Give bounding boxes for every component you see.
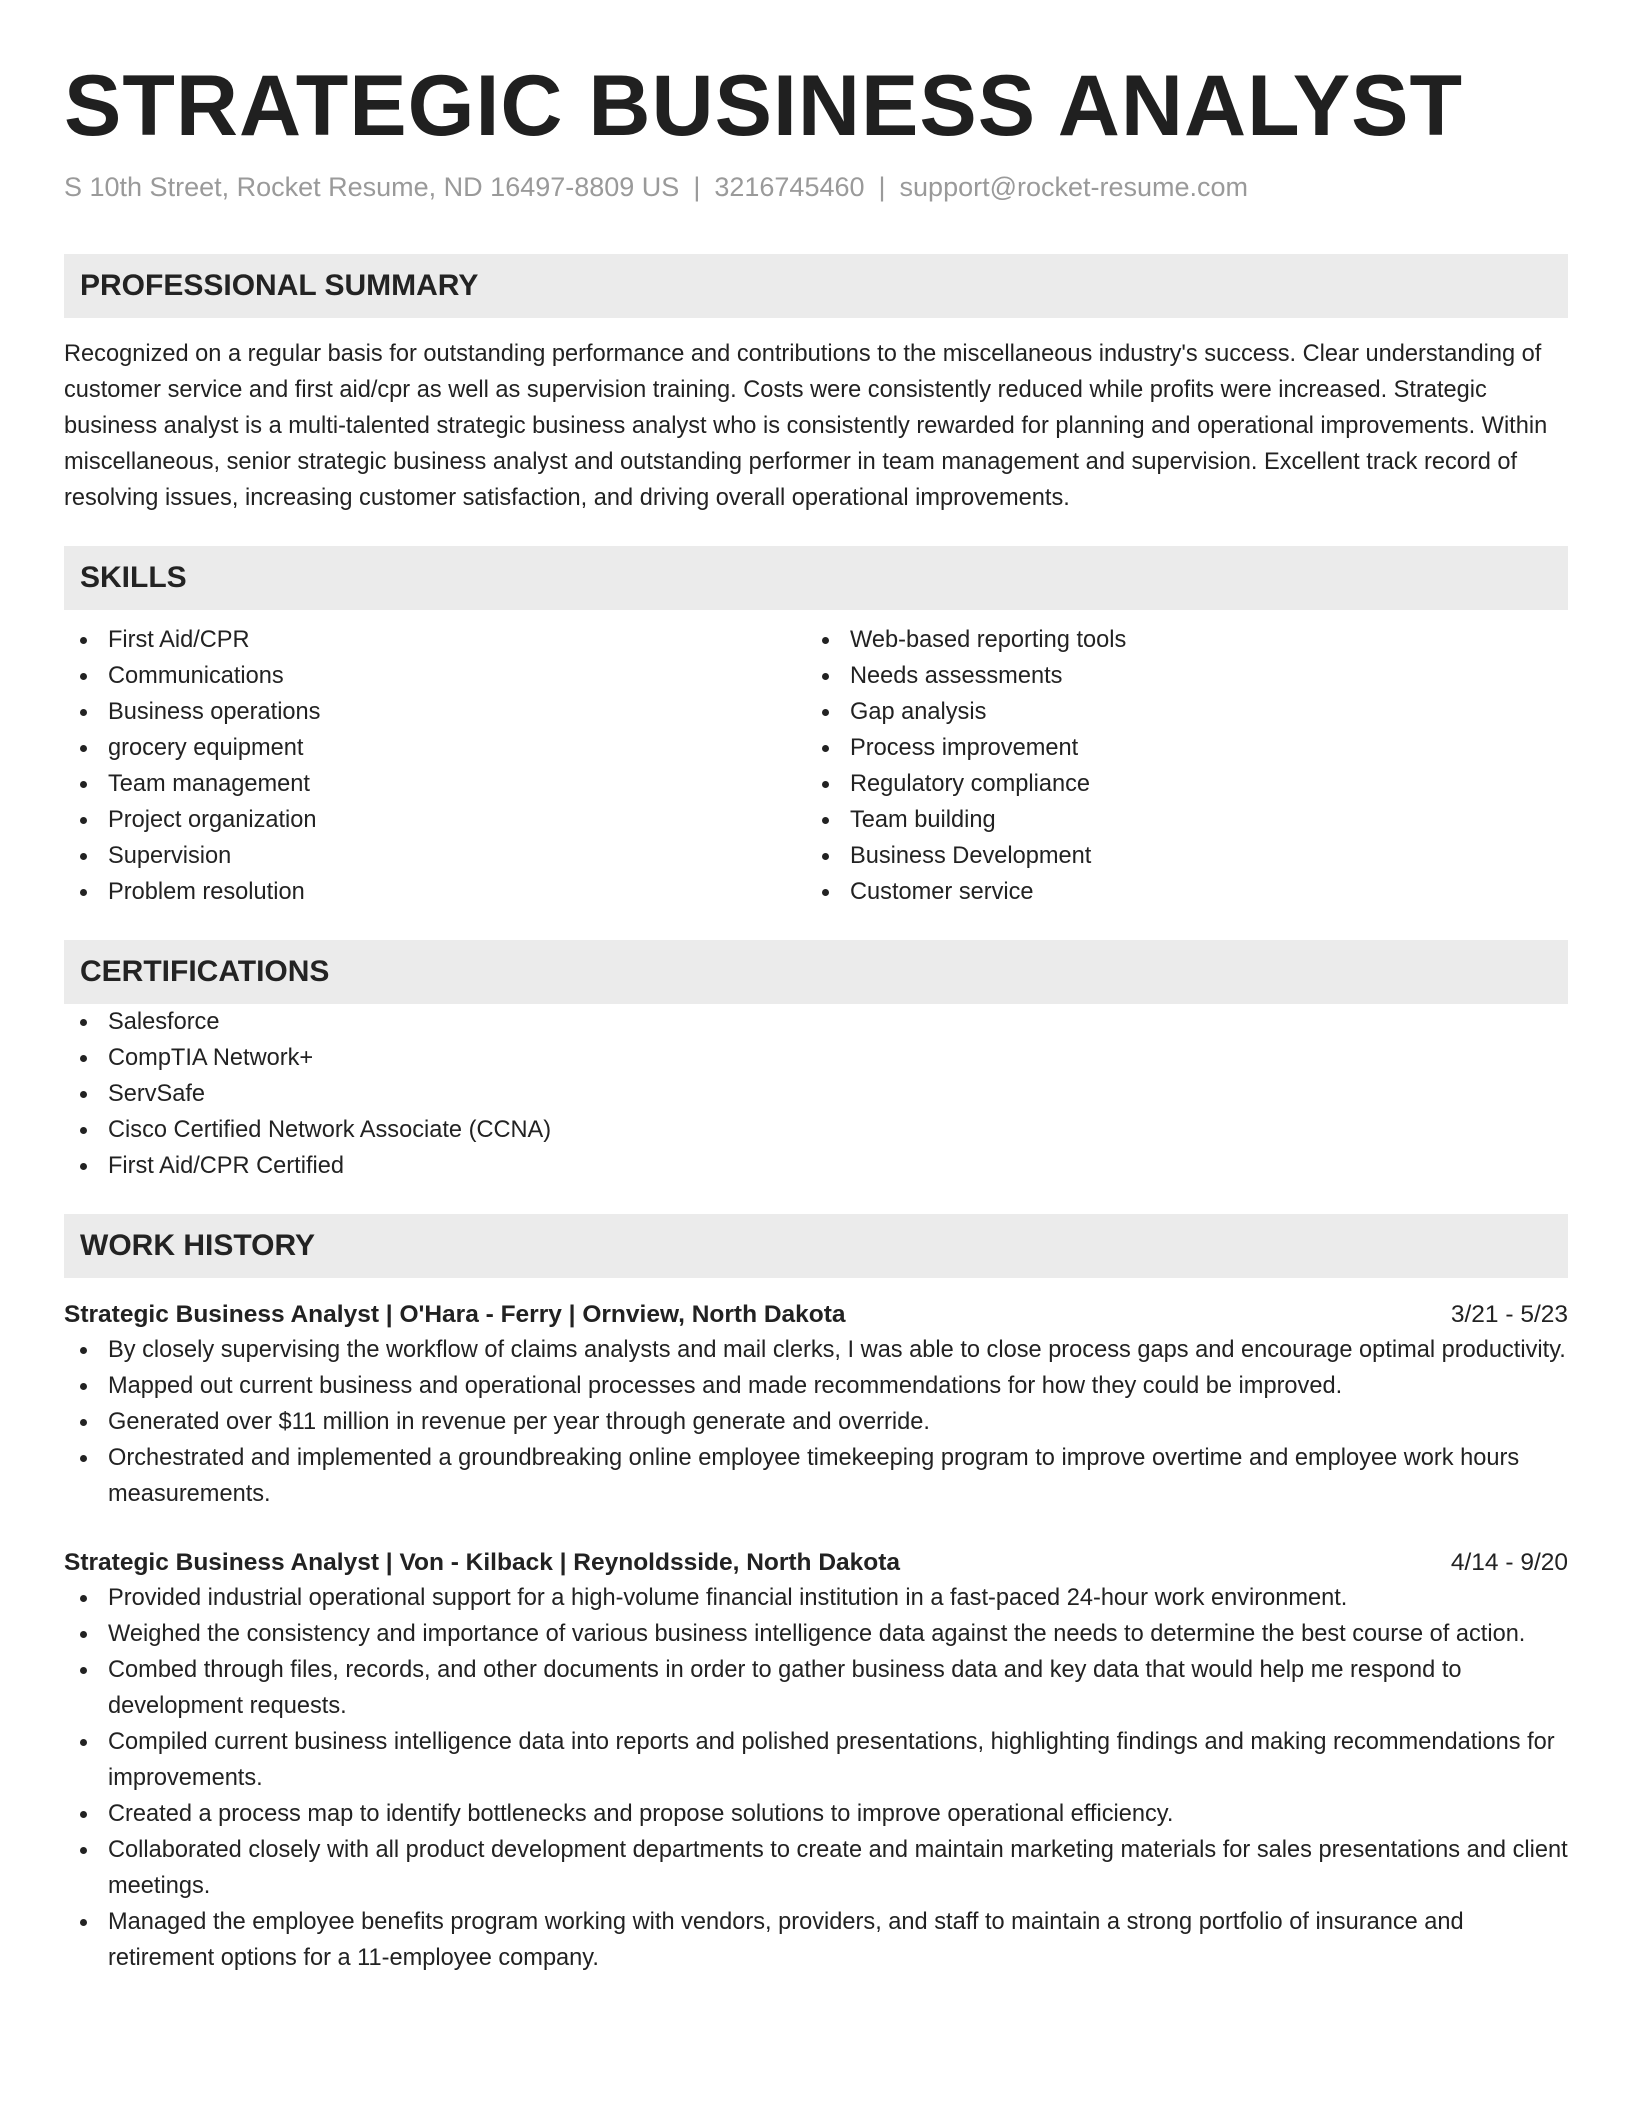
skill-item: grocery equipment [64, 730, 806, 766]
skill-item: Business Development [806, 838, 1548, 874]
job-bullet-list [64, 1332, 1568, 1512]
contact-email: support@rocket-resume.com [899, 172, 1249, 202]
job-bullet: Orchestrated and implemented a groundbreaking online employee timekeeping program to improve overtime and employee work hours measurements. [64, 1440, 1568, 1512]
job-title: Strategic Business Analyst | Von - Kilback | Reynoldsside, North Dakota [64, 1549, 901, 1576]
skill-item: Customer service [806, 874, 1548, 910]
certification-item: CompTIA Network+ [64, 1040, 1568, 1076]
skills-heading: SKILLS [64, 546, 1568, 610]
job-dates: 3/21 - 5/23 [1450, 1301, 1568, 1328]
job-bullet: Combed through files, records, and other documents in order to gather business data and key data that would help me respond to development requests. [64, 1652, 1568, 1724]
skill-item: First Aid/CPR [64, 622, 806, 658]
professional-summary-text: Recognized on a regular basis for outstanding performance and contributions to the miscellaneous industry's success. Clear understanding of customer service and first aid/cpr as well as supervision training. Costs were consistently reduced while profits were increased. Strategic business analyst is a multi-talented strategic business analyst who is consistently rewarded for planning and operational improvements. Within miscellaneous, senior strategic business analyst and outstanding performer in team management and supervision. Excellent track record of resolving issues, increasing customer satisfaction, and driving overall operational improvements. [64, 341, 1548, 511]
skill-item: Problem resolution [64, 874, 806, 910]
certification-item: First Aid/CPR Certified [64, 1148, 1568, 1184]
job-bullet: By closely supervising the workflow of claims analysts and mail clerks, I was able to close process gaps and encourage optimal productivity. [64, 1332, 1568, 1368]
contact-address: S 10th Street, Rocket Resume, ND 16497-8809 US [64, 172, 680, 202]
contact-line [64, 170, 1568, 204]
professional-summary-heading: PROFESSIONAL SUMMARY [64, 254, 1568, 318]
job-dates: 4/14 - 9/20 [1450, 1549, 1568, 1576]
skill-item: Gap analysis [806, 694, 1548, 730]
job-bullet: Collaborated closely with all product development departments to create and maintain marketing materials for sales presentations and client meetings. [64, 1832, 1568, 1904]
work-history-heading: WORK HISTORY [64, 1214, 1568, 1278]
contact-separator: | [878, 172, 886, 202]
skill-item: Supervision [64, 838, 806, 874]
certification-item: ServSafe [64, 1076, 1568, 1112]
skill-item: Team management [64, 766, 806, 802]
contact-separator: | [693, 172, 701, 202]
job-bullet: Managed the employee benefits program working with vendors, providers, and staff to maintain a strong portfolio of insurance and retirement options for a 11-employee company. [64, 1904, 1568, 1976]
job-bullet: Compiled current business intelligence data into reports and polished presentations, highlighting findings and making recommendations for improvements. [64, 1724, 1568, 1796]
job-bullet: Created a process map to identify bottlenecks and propose solutions to improve operational efficiency. [64, 1796, 1568, 1832]
skill-item: Needs assessments [806, 658, 1548, 694]
skill-item: Web-based reporting tools [806, 622, 1548, 658]
job-bullet: Weighed the consistency and importance of various business intelligence data against the needs to determine the best course of action. [64, 1616, 1568, 1652]
skill-item: Communications [64, 658, 806, 694]
job-bullet: Mapped out current business and operational processes and made recommendations for how they could be improved. [64, 1368, 1568, 1404]
job-title: Strategic Business Analyst | O'Hara - Ferry | Ornview, North Dakota [64, 1301, 846, 1328]
job-bullet: Provided industrial operational support for a high-volume financial institution in a fast-paced 24-hour work environment. [64, 1580, 1568, 1616]
skill-item: Business operations [64, 694, 806, 730]
job-header [64, 1298, 1568, 1332]
job-bullet: Generated over $11 million in revenue per year through generate and override. [64, 1404, 1568, 1440]
job-header [64, 1546, 1568, 1580]
skill-item: Project organization [64, 802, 806, 838]
skill-item: Regulatory compliance [806, 766, 1548, 802]
skills-column-right [806, 622, 1548, 910]
contact-phone: 3216745460 [714, 172, 865, 202]
certifications-heading: CERTIFICATIONS [64, 940, 1568, 1004]
certifications-list [64, 1004, 1568, 1184]
skills-list [64, 622, 1568, 910]
skill-item: Team building [806, 802, 1548, 838]
job-bullet-list [64, 1580, 1568, 1976]
certification-item: Cisco Certified Network Associate (CCNA) [64, 1112, 1568, 1148]
skills-column-left [64, 622, 806, 910]
certification-item: Salesforce [64, 1004, 1568, 1040]
candidate-name: STRATEGIC BUSINESS ANALYST [64, 58, 1463, 154]
skill-item: Process improvement [806, 730, 1548, 766]
